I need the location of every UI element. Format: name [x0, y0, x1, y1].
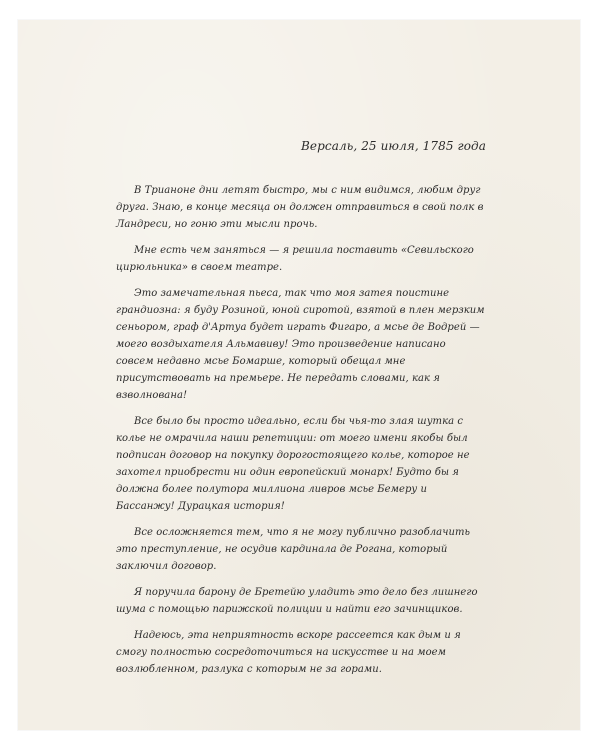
letter-paragraph-5: Все осложняется тем, что я не могу публично разоблачить это преступление, не осудив кардинала де Рогана, который заключил договор.	[116, 527, 470, 572]
letter-paragraph-1: В Трианоне дни летят быстро, мы с ним видимся, любим друг друга. Знаю, в конце месяца он должен отправиться в свой полк в Ландреси, но гоню эти мысли прочь.	[116, 185, 484, 230]
letter-paragraph-3: Это замечательная пьеса, так что моя затея поистине грандиозна: я буду Розиной, юной сиротой, взятой в плен мерзким сеньором, граф д'Артуа будет играть Фигаро, а мсье де Водрей — моего воздыхателя Альмавиву! Это произведение написано совсем недавно мсье Бомарше, который обещал мне присутствовать на премьере. Не передать словами, как я взволнована!	[116, 288, 485, 401]
letter-dateline: Версаль, 25 июля, 1785 года	[301, 139, 486, 153]
letter-body	[116, 138, 486, 687]
letter-page	[18, 20, 580, 730]
letter-paragraph-7: Надеюсь, эта неприятность вскоре рассеется как дым и я смогу полностью сосредоточиться на искусстве и на моем возлюбленном, разлука с которым не за горами.	[116, 630, 461, 675]
letter-paragraph-2: Мне есть чем заняться — я решила поставить «Севильского цирюльника» в своем театре.	[116, 245, 474, 273]
letter-paragraph-4: Все было бы просто идеально, если бы чья-то злая шутка с колье не омрачила наши репетиции: от моего имени якобы был подписан договор на покупку дорогостоящего колье, которое не захотел приобрести ни один европейский монарх! Будто бы я должна более полутора миллиона ливров мсье Бемеру и Бассанжу! Дурацкая история!	[116, 416, 470, 512]
letter-paragraph-6: Я поручила барону де Бретейю уладить это дело без лишнего шума с помощью парижской полиции и найти его зачинщиков.	[116, 587, 478, 615]
